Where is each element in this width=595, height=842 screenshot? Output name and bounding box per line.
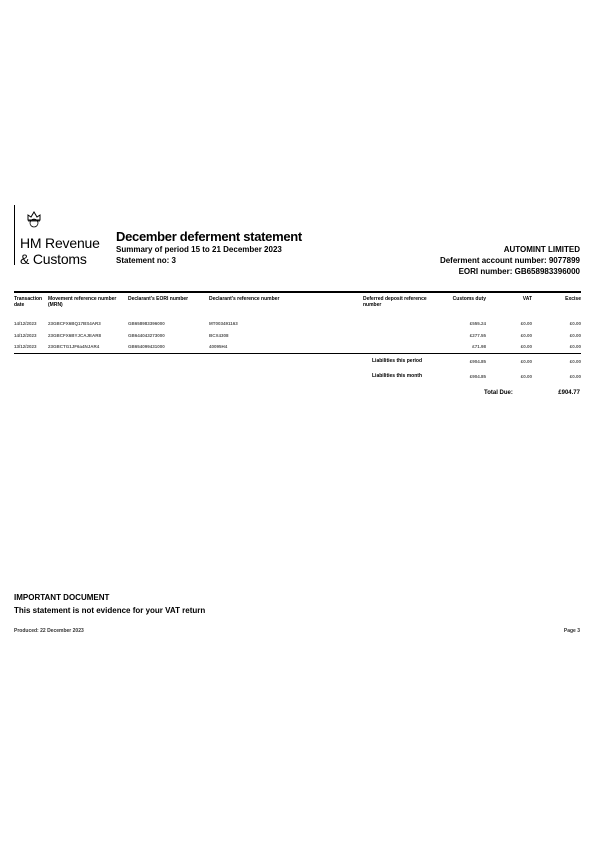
header-deposit-ref: Deferred deposit reference number: [363, 296, 427, 308]
row-1-date: 14/12/2023: [14, 321, 37, 326]
row-1-excise: £0.00: [569, 321, 581, 326]
row-1-vat: £0.00: [520, 321, 532, 326]
header-excise: Excise: [565, 296, 581, 302]
liabilities-month-duty: £904.85: [469, 374, 486, 379]
account-details: [440, 244, 580, 277]
row-2-excise: £0.00: [569, 333, 581, 338]
liabilities-period-vat: £0.00: [520, 359, 532, 364]
row-1-duty: £555.24: [469, 321, 486, 326]
liabilities-month-label: Liabilities this month: [372, 373, 423, 379]
company-name: AUTOMINT LIMITED: [503, 245, 580, 254]
row-2-date: 14/12/2023: [14, 333, 37, 338]
header-declarant-eori: Declarant's EORI number: [128, 296, 189, 302]
produced-date: Produced: 22 December 2023: [14, 628, 84, 634]
row-1-ref: MT003491163: [209, 321, 238, 326]
liabilities-period-label: Liabilities this period: [372, 358, 423, 364]
logo-line-2: & Customs: [20, 251, 87, 267]
header-mrn: Movement reference number (MRN): [48, 296, 117, 308]
logo-divider: [14, 205, 15, 265]
row-3-ref: 40095H4: [209, 344, 228, 349]
row-1-eori: GB658983396000: [128, 321, 165, 326]
header-declarant-ref: Declarant's reference number: [209, 296, 280, 302]
row-1-mrn: 23GBCFX6BQ17BS4AR3: [48, 321, 101, 326]
vat-notice-text: This statement is not evidence for your VAT return: [14, 606, 206, 615]
hmrc-logo-text: [20, 235, 100, 267]
period-summary: Summary of period 15 to 21 December 2023: [116, 245, 282, 254]
row-2-mrn: 23GBCFX6BYJCAJEAR8: [48, 333, 102, 338]
header-customs-duty: Customs duty: [452, 296, 486, 302]
logo-line-1: HM Revenue: [20, 235, 100, 251]
liabilities-period-excise: £0.00: [569, 359, 581, 364]
row-2-ref: BCX4308: [209, 333, 229, 338]
page-title: December deferment statement: [116, 229, 302, 244]
liabilities-period-duty: £904.85: [469, 359, 486, 364]
table-bottom-rule: [14, 353, 581, 354]
row-3-excise: £0.00: [569, 344, 581, 349]
eori-number: EORI number: GB658983396000: [458, 267, 580, 276]
royal-crest-icon: [22, 206, 46, 230]
total-due-label: Total Due:: [484, 390, 513, 396]
row-3-date: 13/12/2023: [14, 344, 37, 349]
important-document-title: IMPORTANT DOCUMENT: [14, 593, 110, 602]
row-3-eori: GB654099431000: [128, 344, 165, 349]
deferment-account-number: Deferment account number: 9077899: [439, 256, 580, 265]
row-3-mrn: 23GBCTG1JF6a4NJAR4: [48, 344, 100, 349]
statement-number: Statement no: 3: [116, 256, 177, 265]
row-2-duty: £277.55: [469, 333, 486, 338]
row-2-eori: GB644043273000: [128, 333, 165, 338]
table-top-rule: [14, 291, 581, 293]
total-due-value: £904.77: [558, 390, 580, 396]
liabilities-month-vat: £0.00: [520, 374, 532, 379]
row-2-vat: £0.00: [520, 333, 532, 338]
liabilities-month-excise: £0.00: [569, 374, 581, 379]
header-vat: VAT: [522, 296, 532, 302]
row-3-vat: £0.00: [520, 344, 532, 349]
row-3-duty: £71.98: [472, 344, 486, 349]
header-transaction-date: Transaction date: [14, 296, 43, 308]
page-number: Page 3: [563, 628, 580, 634]
